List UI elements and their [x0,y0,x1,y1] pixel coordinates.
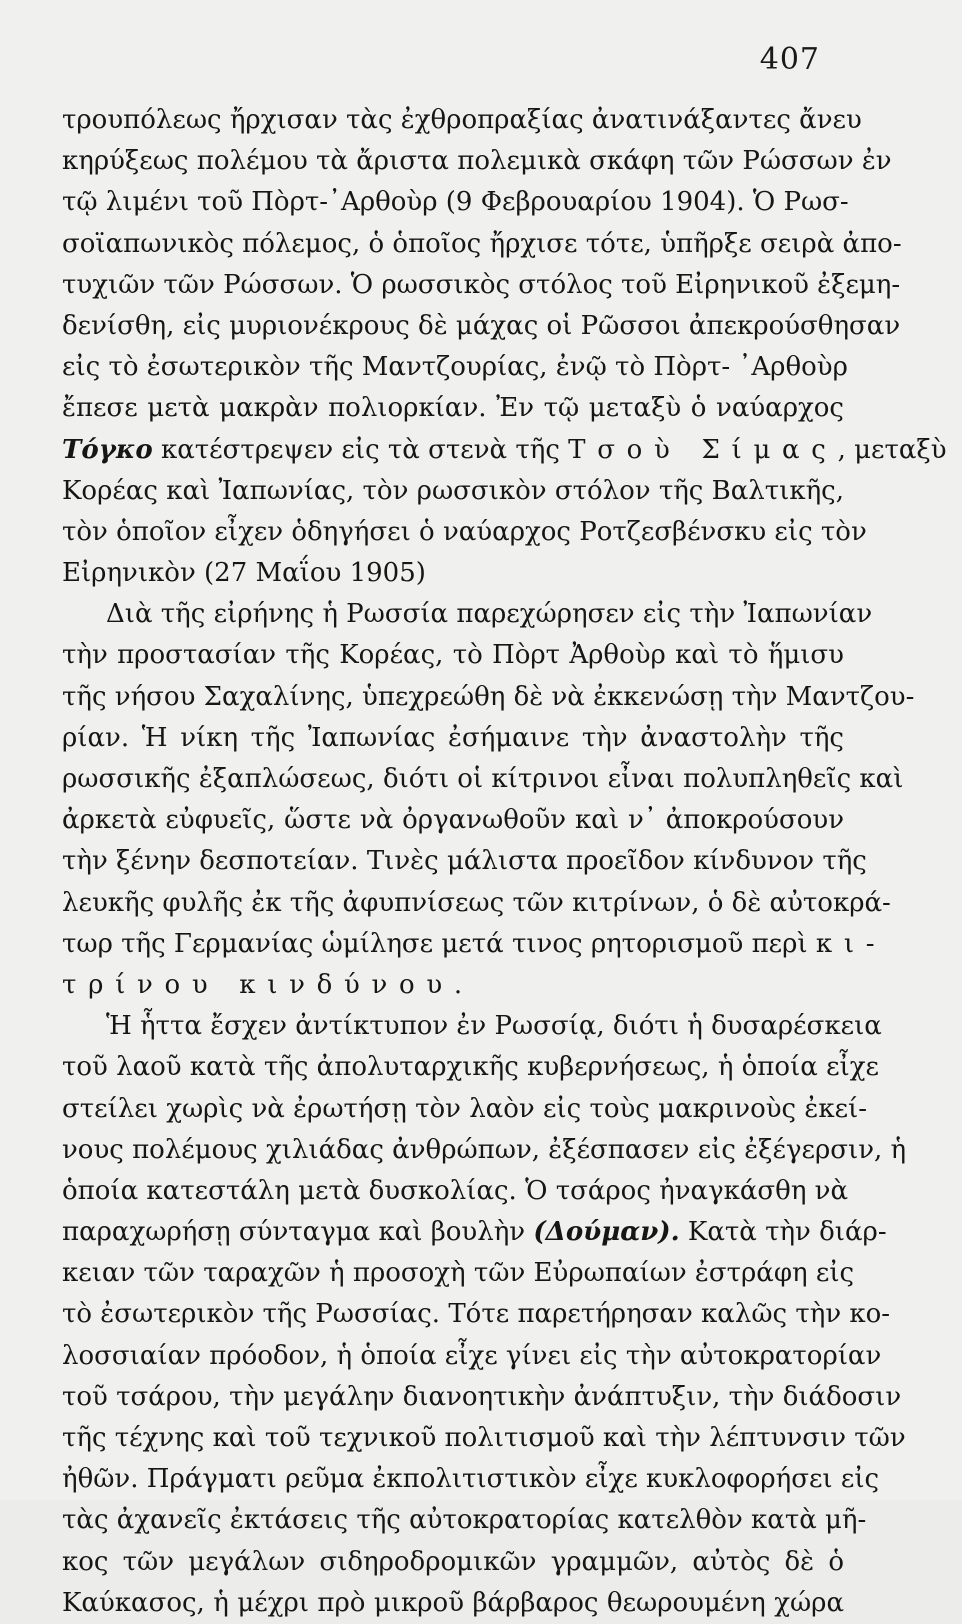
text-line: δενίσθη, εἰς μυριονέκρους δὲ μάχας οἱ Ρῶσσοι ἀπεκρούσθησαν [62,310,901,341]
text-line: τὸν ὁποῖον εἶχεν ὁδηγήσει ὁ ναύαρχος Ροτζεσβένσκυ εἰς τὸν [62,516,867,547]
text-line: τρουπόλεως ἤρχισαν τὰς ἐχθροπραξίας ἀνατινάξαντες ἄνευ [62,105,862,135]
text-line: τοῦ λαοῦ κατὰ τῆς ἀπολυταρχικῆς κυβερνήσεως, ἡ ὁποία εἶχε [62,1052,879,1083]
text-fragment: , μεταξὺ [837,434,947,465]
text-fragment: Κατὰ τὴν διάρ- [687,1217,887,1248]
text-line: λευκῆς φυλῆς ἐκ τῆς ἀφυπνίσεως τῶν κιτρίνων, ὁ δὲ αὐτοκρά- [62,887,891,918]
spaced-place-name: Τσοὺ Σίμας [568,434,838,465]
text-line: κηρύξεως πολέμου τὰ ἄριστα πολεμικὰ σκάφη τῶν Ρώσσων ἐν [62,146,892,177]
text-line: σοϊαπωνικὸς πόλεμος, ὁ ὁποῖος ἤρχισε τότε, ὑπῆρξε σειρὰ ἀπο- [62,228,902,259]
text-line [62,430,947,471]
text-line: τυχιῶν τῶν Ρώσσων. Ὁ ρωσσικὸς στόλος τοῦ Εἰρηνικοῦ ἐξεμη- [62,269,901,300]
text-line: Κορέας καὶ Ἰαπωνίας, τὸν ρωσσικὸν στόλον τῆς Βαλτικῆς, [62,475,844,506]
text-line [62,965,844,1006]
text-fragment: τωρ τῆς Γερμανίας ὡμίλησε μετά τινος ρητορισμοῦ περὶ [62,928,808,959]
text-line: ρίαν. Ἡ νίκη τῆς Ἰαπωνίας ἐσήμαινε τὴν ἀναστολὴν τῆς [62,722,844,753]
text-line: τῆς νήσου Σαχαλίνης, ὑπεχρεώθη δὲ νὰ ἐκκενώσῃ τὴν Μαντζου- [62,681,915,712]
text-line: τὸ ἐσωτερικὸν τῆς Ρωσσίας. Τότε παρετήρησαν καλῶς τὴν κο- [62,1299,891,1330]
text-line: λοσσιαίαν πρόοδον, ἡ ὁποία εἶχε γίνει εἰς τὴν αὐτοκρατορίαν [62,1340,882,1371]
text-line: ὁποία κατεστάλη μετὰ δυσκολίας. Ὁ τσάρος ἠναγκάσθη νὰ [62,1175,849,1206]
text-line: Καύκασος, ἡ μέχρι πρὸ μικροῦ βάρβαρος θεωρουμένη χώρα [62,1587,844,1618]
text-line: Εἰρηνικὸν (27 Μαΐου 1905) [62,558,426,589]
text-line: ἔπεσε μετὰ μακρὰν πολιορκίαν. Ἐν τῷ μεταξὺ ὁ ναύαρχος [62,393,844,424]
spaced-word: κι- [815,928,887,959]
text-line: τὴν ξένην δεσποτείαν. Τινὲς μάλιστα προεῖδον κίνδυνον τῆς [62,846,867,877]
text-line [62,1212,887,1253]
text-fragment: κατέστρεψεν εἰς τὰ στενὰ τῆς [160,434,560,465]
text-line [62,924,887,965]
text-line: ρωσσικῆς ἐξαπλώσεως, διότι οἱ κίτρινοι εἶναι πολυπληθεῖς καὶ [62,764,904,794]
text-line: ἠθῶν. Πράγματι ρεῦμα ἐκπολιτιστικὸν εἶχε κυκλοφορήσει εἰς [62,1464,880,1495]
text-line: τῷ λιμένι τοῦ Πὸρτ-᾽Αρθοὺρ (9 Φεβρουαρίου 1904). Ὁ Ρωσ- [62,187,849,218]
page-number: 407 [759,42,820,77]
duma-term: (Δούμαν). [533,1217,680,1248]
spaced-word: τρίνου κινδύνου. [62,969,474,1000]
text-line: Ἡ ἧττα ἔσχεν ἀντίκτυπον ἐν Ρωσσίᾳ, διότι ἡ δυσαρέσκεια [106,1011,882,1042]
admiral-name: Τόγκο [62,434,153,465]
text-line: ἀρκετὰ εὐφυεῖς, ὥστε νὰ ὀργανωθοῦν καὶ ν᾽ ἀποκρούσουν [62,805,844,836]
text-line: Διὰ τῆς εἰρήνης ἡ Ρωσσία παρεχώρησεν εἰς τὴν Ἰαπωνίαν [106,599,873,630]
text-line: τῆς τέχνης καὶ τοῦ τεχνικοῦ πολιτισμοῦ καὶ τὴν λέπτυνσιν τῶν [62,1423,906,1453]
text-line: εἰς τὸ ἐσωτερικὸν τῆς Μαντζουρίας, ἐνῷ τὸ Πὸρτ- ᾽Αρθοὺρ [62,352,848,383]
text-line: κος τῶν μεγάλων σιδηροδρομικῶν γραμμῶν, αὐτὸς δὲ ὁ [62,1546,844,1577]
text-line: τὰς ἀχανεῖς ἐκτάσεις τῆς αὐτοκρατορίας κατελθὸν κατὰ μῆ- [62,1505,867,1536]
text-line: στείλει χωρὶς νὰ ἐρωτήσῃ τὸν λαὸν εἰς τοὺς μακρινοὺς ἐκεί- [62,1093,868,1124]
text-line: τὴν προστασίαν τῆς Κορέας, τὸ Πὸρτ Ἀρθοὺρ καὶ τὸ ἥμισυ [62,640,844,671]
body-text [62,100,947,1624]
text-line: κειαν τῶν ταραχῶν ἡ προσοχὴ τῶν Εὐρωπαίων ἐστράφη εἰς [62,1258,855,1289]
text-line: τοῦ τσάρου, τὴν μεγάλην διανοητικὴν ἀνάπτυξιν, τὴν διάδοσιν [62,1381,902,1412]
text-line: νους πολέμους χιλιάδας ἀνθρώπων, ἐξέσπασεν εἰς ἐξέγερσιν, ἡ [62,1134,907,1165]
text-fragment: παραχωρήσῃ σύνταγμα καὶ βουλὴν [62,1217,526,1248]
